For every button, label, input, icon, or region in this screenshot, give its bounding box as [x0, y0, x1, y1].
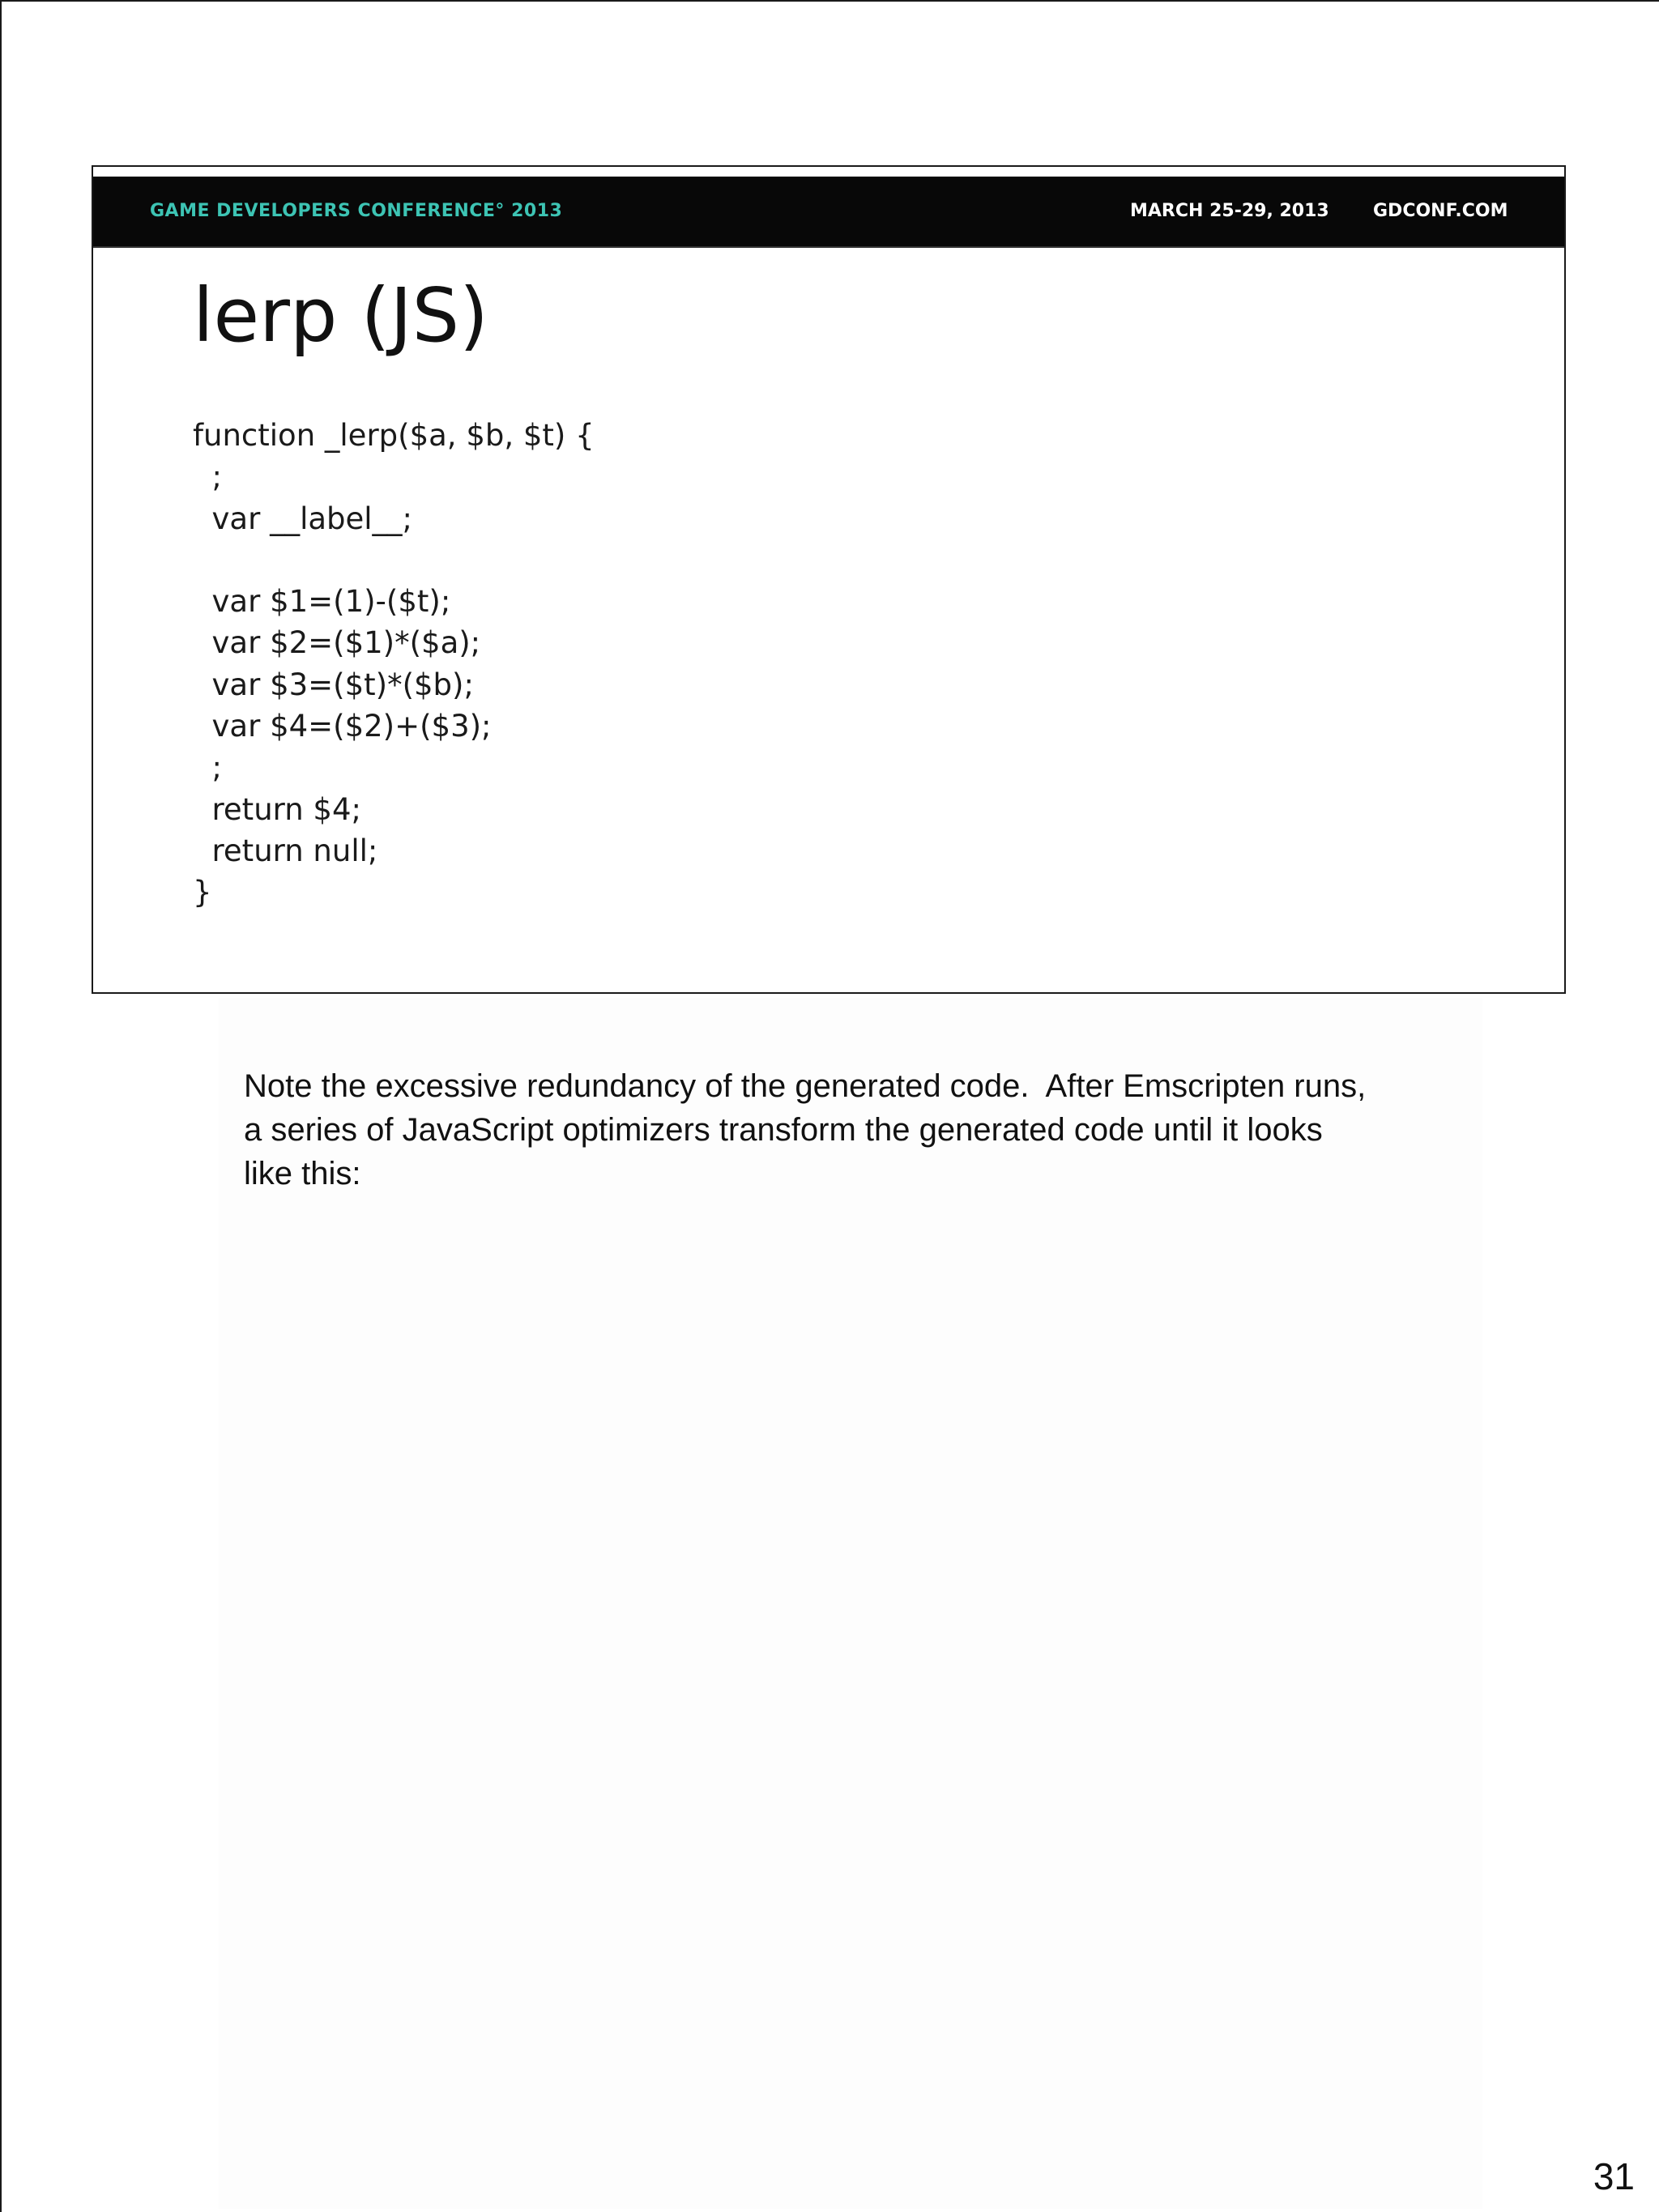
code-line: var $2=($1)*($a); [193, 625, 481, 661]
code-line: } [193, 875, 212, 910]
notes-line: Note the excessive redundancy of the generated code. After Emscripten runs, [244, 1068, 1367, 1104]
code-block [193, 415, 595, 914]
code-line: var $3=($t)*($b); [193, 667, 474, 702]
slide-title: lerp (JS) [193, 272, 488, 359]
slide-thumbnail [92, 165, 1566, 994]
code-line: ; [193, 459, 222, 495]
code-line: var $4=($2)+($3); [193, 709, 492, 744]
conference-name: GAME DEVELOPERS CONFERENCE° 2013 [150, 201, 563, 221]
conference-dates: MARCH 25-29, 2013 [1130, 201, 1329, 221]
speaker-notes [244, 1064, 1459, 1196]
code-line [193, 539, 595, 581]
notes-line: like this: [244, 1156, 361, 1191]
code-line: ; [193, 750, 222, 786]
code-line: var __label__; [193, 501, 413, 536]
page-number: 31 [1593, 2155, 1635, 2197]
conference-banner [93, 177, 1564, 248]
code-line: var $1=(1)-($t); [193, 584, 451, 620]
code-line: return null; [193, 833, 378, 868]
conference-website: GDCONF.COM [1373, 201, 1508, 221]
code-line: return $4; [193, 791, 361, 827]
notes-line: a series of JavaScript optimizers transform the generated code until it looks [244, 1112, 1323, 1148]
code-line: function _lerp($a, $b, $t) { [193, 418, 595, 453]
